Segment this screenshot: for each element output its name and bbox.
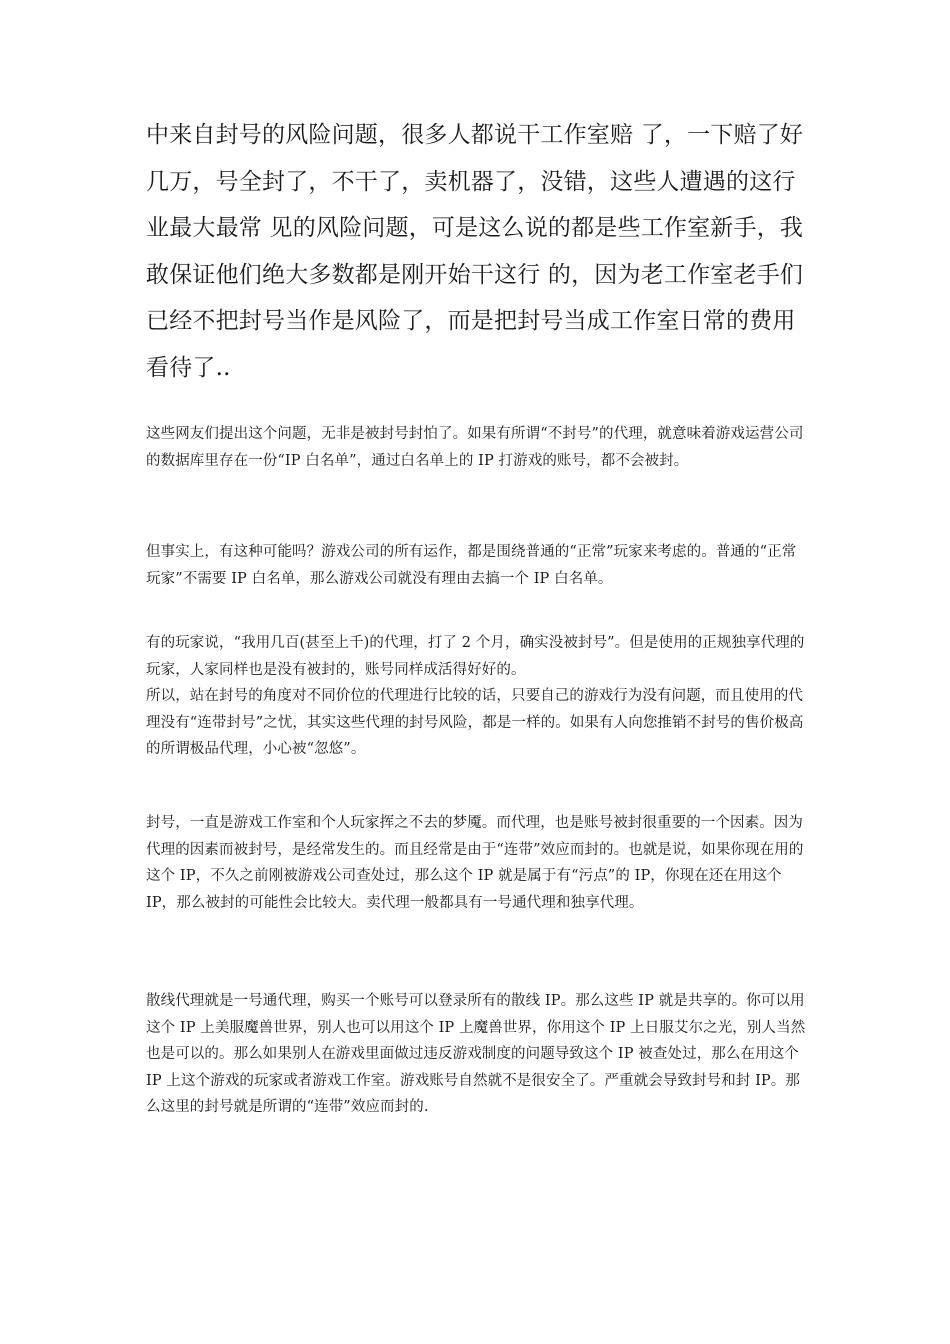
paragraph-ip-whitelist: 这些网友们提出这个问题，无非是被封号封怕了。如果有所谓“不封号”的代理，就意味着游戏运营公司的数据库里存在一份“IP 白名单”，通过白名单上的 IP 打游戏的账号，都不会被封。	[146, 426, 804, 469]
paragraph-proxy-comparison	[146, 630, 810, 763]
intro-paragraph: 中来自封号的风险问题，很多人都说干工作室赔 了，一下赔了好几万，号全封了，不干了，卖机器了，没错，这些人遭遇的这行业最大最常 见的风险问题，可是这么说的都是些工作室新手，我敢保证他们绝大多数都是刚开始干这行 的，因为老工作室老手们已经不把封号当作是风险了，而是把封号当成工作室日常的费用看待了..	[146, 122, 804, 381]
paragraph-shared-proxy	[146, 988, 810, 1121]
paragraph-normal-players: 但事实上，有这种可能吗？游戏公司的所有运作，都是围绕普通的“正常”玩家来考虑的。普通的“正常玩家”不需要 IP 白名单，那么游戏公司就没有理由去搞一个 IP 白名单。	[146, 544, 797, 587]
paragraph-ban-factors: 封号，一直是游戏工作室和个人玩家挥之不去的梦魇。而代理，也是账号被封很重要的一个因素。因为代理的因素而被封号，是经常发生的。而且经常是由于“连带”效应而封的。也就是说，如果你现在用的这个 IP，不久之前刚被游戏公司查处过，那么这个 IP 就是属于有“污点”的 IP，你现在还在用这个 IP，那么被封的可能性会比较大。卖代理一般都具有一号通代理和独享代理。	[146, 815, 804, 911]
paragraph-proxy-comparison-line-2: 所以，站在封号的角度对不同价位的代理进行比较的话，只要自己的游戏行为没有问题，而且使用的代理没有“连带封号”之忧，其实这些代理的封号风险，都是一样的。如果有人向您推销不封号的售价极高的所谓极品代理，小心被“忽悠”。	[146, 688, 804, 757]
paragraph-shared-proxy-text: 散线代理就是一号通代理，购买一个账号可以登录所有的散线 IP。那么这些 IP 就是共享的。你可以用这个 IP 上美服魔兽世界，别人也可以用这个 IP 上魔兽世界，你用这个 IP 上日服艾尔之光，别人当然也是可以的。那么如果别人在游戏里面做过违反游戏制度的问题导致这个 IP 被查处过，那么在用这个 IP 上这个游戏的玩家或者游戏工作室。游戏账号自然就不是很安全了。严重就会导致封号和封 IP。那么这里的封号就是所谓的“连带”效应而封的.	[146, 993, 806, 1115]
paragraph-proxy-comparison-line-1: 有的玩家说，“我用几百(甚至上千)的代理，打了 2 个月，确实没被封号”。但是使用的正规独享代理的玩家，人家同样也是没有被封的，账号同样成活得好好的。	[146, 635, 805, 678]
